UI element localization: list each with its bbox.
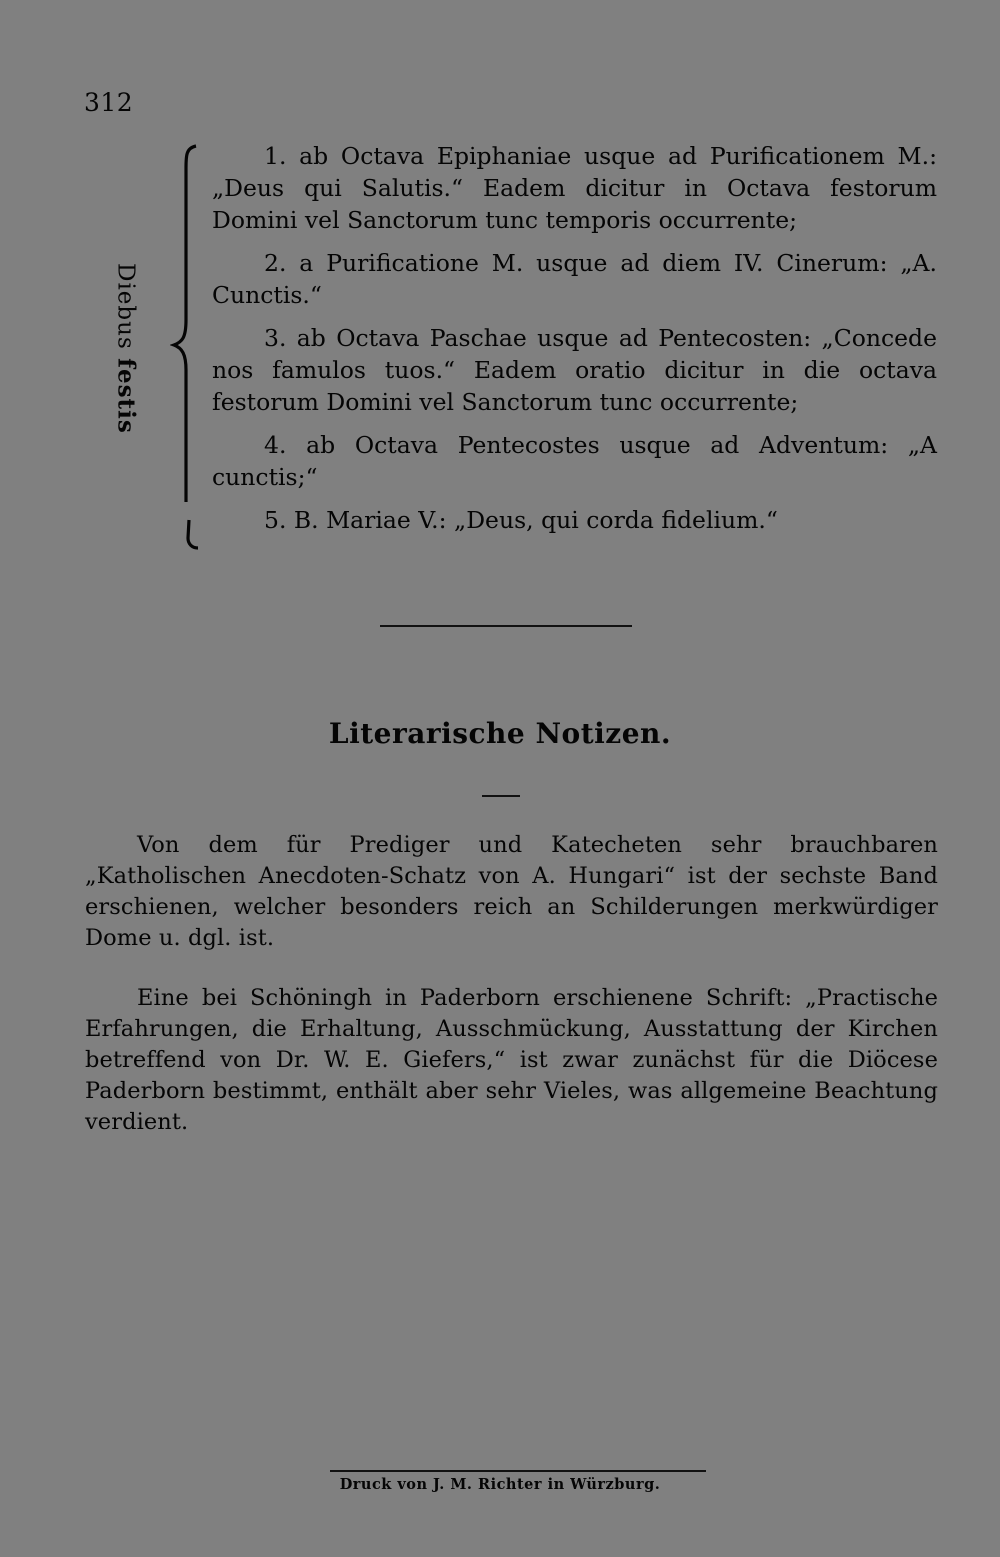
heading-underline bbox=[482, 795, 520, 797]
side-label-text bbox=[113, 263, 140, 434]
weekday-orations-list bbox=[212, 140, 937, 547]
list-item: 4. ab Octava Pentecostes usque ad Adventum: „A cunctis;“ bbox=[212, 431, 937, 491]
curly-brace bbox=[170, 142, 202, 552]
list-item: 1. ab Octava Epiphaniae usque ad Purificationem M.: „Deus qui Salutis.“ Eadem dicitur in Octava festorum Domini vel Sanctorum tunc temporis occurrente; bbox=[212, 142, 937, 234]
list-item: 2. a Purificatione M. usque ad diem IV. Cinerum: „A. Cunctis.“ bbox=[212, 249, 937, 309]
note-paragraph: Von dem für Prediger und Katecheten sehr brauchbaren „Katholischen Anecdoten-Schatz von A. Hungari“ ist der sechste Band erschienen, welcher besonders reich an Schilderungen merkwürdiger Dome u. dgl. ist. bbox=[85, 832, 938, 951]
side-label-regular: Diebus bbox=[112, 262, 139, 358]
list-item: 5. B. Mariae V.: „Deus, qui corda fidelium.“ bbox=[264, 506, 778, 534]
literary-notes bbox=[85, 830, 938, 1167]
section-heading: Literarische Notizen. bbox=[328, 717, 672, 750]
side-label-bold: festis bbox=[112, 357, 140, 434]
section-divider bbox=[380, 625, 632, 627]
printer-imprint: Druck von J. M. Richter in Würzburg. bbox=[339, 1476, 661, 1493]
list-item: 3. ab Octava Paschae usque ad Pentecosten: „Concede nos famulos tuos.“ Eadem oratio dicitur in die octava festorum Domini vel Sanctorum tunc occurrente; bbox=[212, 324, 937, 416]
note-paragraph: Eine bei Schöningh in Paderborn erschienene Schrift: „Practische Erfahrungen, die Erhaltung, Ausschmückung, Ausstattung der Kirchen betreffend von Dr. W. E. Giefers,“ ist zwar zunächst für die Diöcese Paderborn bestimmt, enthält aber sehr Vieles, was allgemeine Beachtung verdient. bbox=[85, 985, 938, 1135]
footer-divider bbox=[330, 1470, 706, 1472]
side-label bbox=[106, 258, 146, 438]
page-number: 312 bbox=[84, 88, 134, 117]
